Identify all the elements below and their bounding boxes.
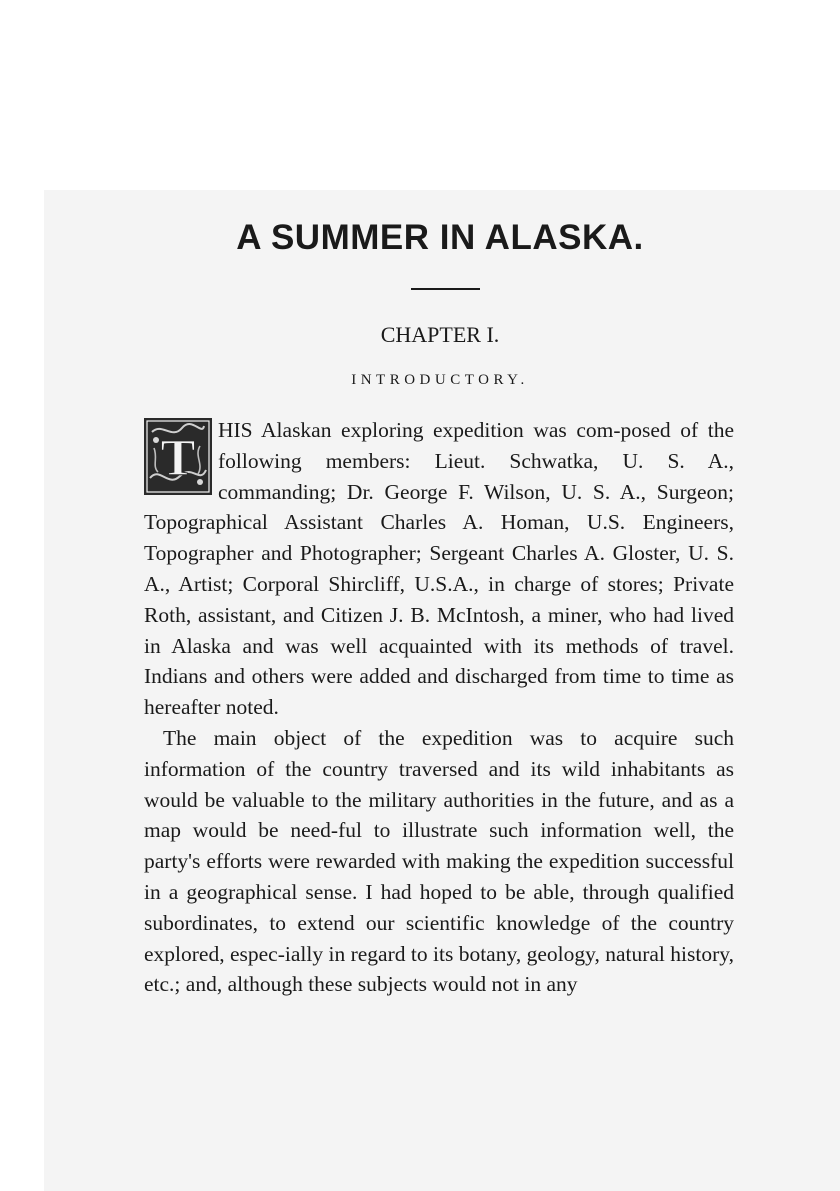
paragraph-2: The main object of the expedition was to acquire such information of the country traversed and its wild inhabitants as would be valuable to the military authorities in the future, and as a map would be need-ful to illustrate such information well, the party's efforts were rewarded with making the expedition successful in a geographical sense. I had hoped to be able, through qualified subordinates, to extend our scientific knowledge of the country explored, espec-ially in regard to its botany, geology, natural history, etc.; and, although these subjects would not in any bbox=[144, 725, 734, 997]
chapter-heading: CHAPTER I. bbox=[380, 322, 500, 347]
paragraph-1: HIS Alaskan exploring expedition was com-posed of the following members: Lieut. Schwatka, U. S. A., commanding; Dr. George F. Wilson, U. S. A., Surgeon; Topographical Assistant Charles A. Homan, U.S. Engineers, Topographer and Photographer; Sergeant Charles A. Gloster, U. S. A., Artist; Corporal Shircliff, U.S.A., in charge of stores; Private Roth, assistant, and Citizen J. B. McIntosh, a miner, who had lived in Alaska and was well acquainted with its methods of travel. Indians and others were added and discharged from time to time as hereafter noted. bbox=[144, 418, 734, 720]
page-title: A SUMMER IN ALASKA. bbox=[236, 218, 644, 257]
chapter-subtitle: INTRODUCTORY. bbox=[351, 372, 529, 388]
body-text bbox=[144, 415, 734, 1000]
dropcap-letter: T bbox=[160, 430, 196, 487]
title-rule bbox=[411, 288, 480, 290]
ornamental-dropcap-icon bbox=[144, 418, 212, 495]
